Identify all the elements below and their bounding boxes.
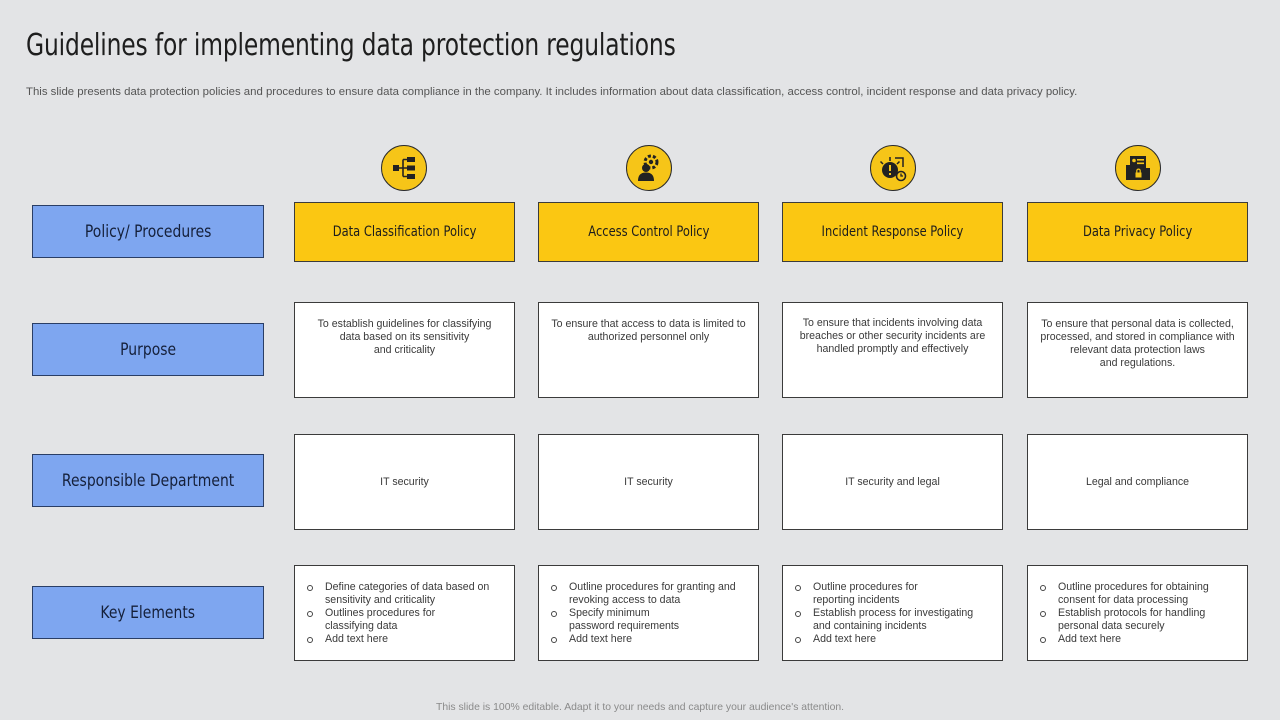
department-cell: [294, 434, 515, 530]
department-text: Legal and compliance: [1085, 475, 1190, 488]
row-label-key-elements: Key Elements: [32, 586, 264, 639]
list-item: Add text here: [793, 633, 994, 646]
slide-title: Guidelines for implementing data protection regulations: [26, 28, 676, 63]
purpose-cell: To ensure that personal data is collected, processed, and stored in compliance with relevant data protection laws and regulations.: [1027, 302, 1248, 398]
list-item: Outline procedures for reporting incidents: [793, 581, 994, 607]
policy-header: Incident Response Policy: [782, 202, 1003, 262]
key-elements-cell: [782, 565, 1003, 661]
secure-document-icon: [1115, 145, 1161, 191]
list-item: Define categories of data based on sensitivity and criticality: [305, 581, 506, 607]
slide-footer: This slide is 100% editable. Adapt it to your needs and capture your audience's attention.: [435, 702, 845, 713]
department-cell: [1027, 434, 1248, 530]
row-label-responsible-department: Responsible Department: [32, 454, 264, 507]
row-label-policy-procedures: Policy/ Procedures: [32, 205, 264, 258]
policy-header: Access Control Policy: [538, 202, 759, 262]
purpose-cell: To ensure that access to data is limited to authorized personnel only: [538, 302, 759, 398]
list-item: Add text here: [305, 633, 506, 646]
list-item: Specify minimum password requirements: [549, 607, 750, 633]
purpose-cell: To ensure that incidents involving data breaches or other security incidents are handled promptly and effectively: [782, 302, 1003, 398]
slide-subtitle: This slide presents data protection policies and procedures to ensure data compliance in the company. It includes information about data classification, access control, incident response and data privacy policy.: [26, 86, 1078, 98]
department-text: IT security: [380, 475, 429, 488]
list-item: Establish process for investigating and containing incidents: [793, 607, 994, 633]
key-elements-cell: [538, 565, 759, 661]
department-cell: [782, 434, 1003, 530]
user-gear-icon: [626, 145, 672, 191]
department-cell: [538, 434, 759, 530]
list-item: Outline procedures for obtaining consent for data processing: [1038, 581, 1239, 607]
list-item: Outline procedures for granting and revoking access to data: [549, 581, 750, 607]
policy-header: Data Privacy Policy: [1027, 202, 1248, 262]
row-label-purpose: Purpose: [32, 323, 264, 376]
policy-header: Data Classification Policy: [294, 202, 515, 262]
list-item: Establish protocols for handling personal data securely: [1038, 607, 1239, 633]
department-text: IT security: [624, 475, 673, 488]
incident-alert-icon: [870, 145, 916, 191]
purpose-cell: To establish guidelines for classifying data based on its sensitivity and criticality: [294, 302, 515, 398]
key-elements-cell: [294, 565, 515, 661]
list-item: Outlines procedures for classifying data: [305, 607, 506, 633]
hierarchy-icon: [381, 145, 427, 191]
key-elements-cell: [1027, 565, 1248, 661]
list-item: Add text here: [1038, 633, 1239, 646]
department-text: IT security and legal: [845, 475, 940, 488]
list-item: Add text here: [549, 633, 750, 646]
